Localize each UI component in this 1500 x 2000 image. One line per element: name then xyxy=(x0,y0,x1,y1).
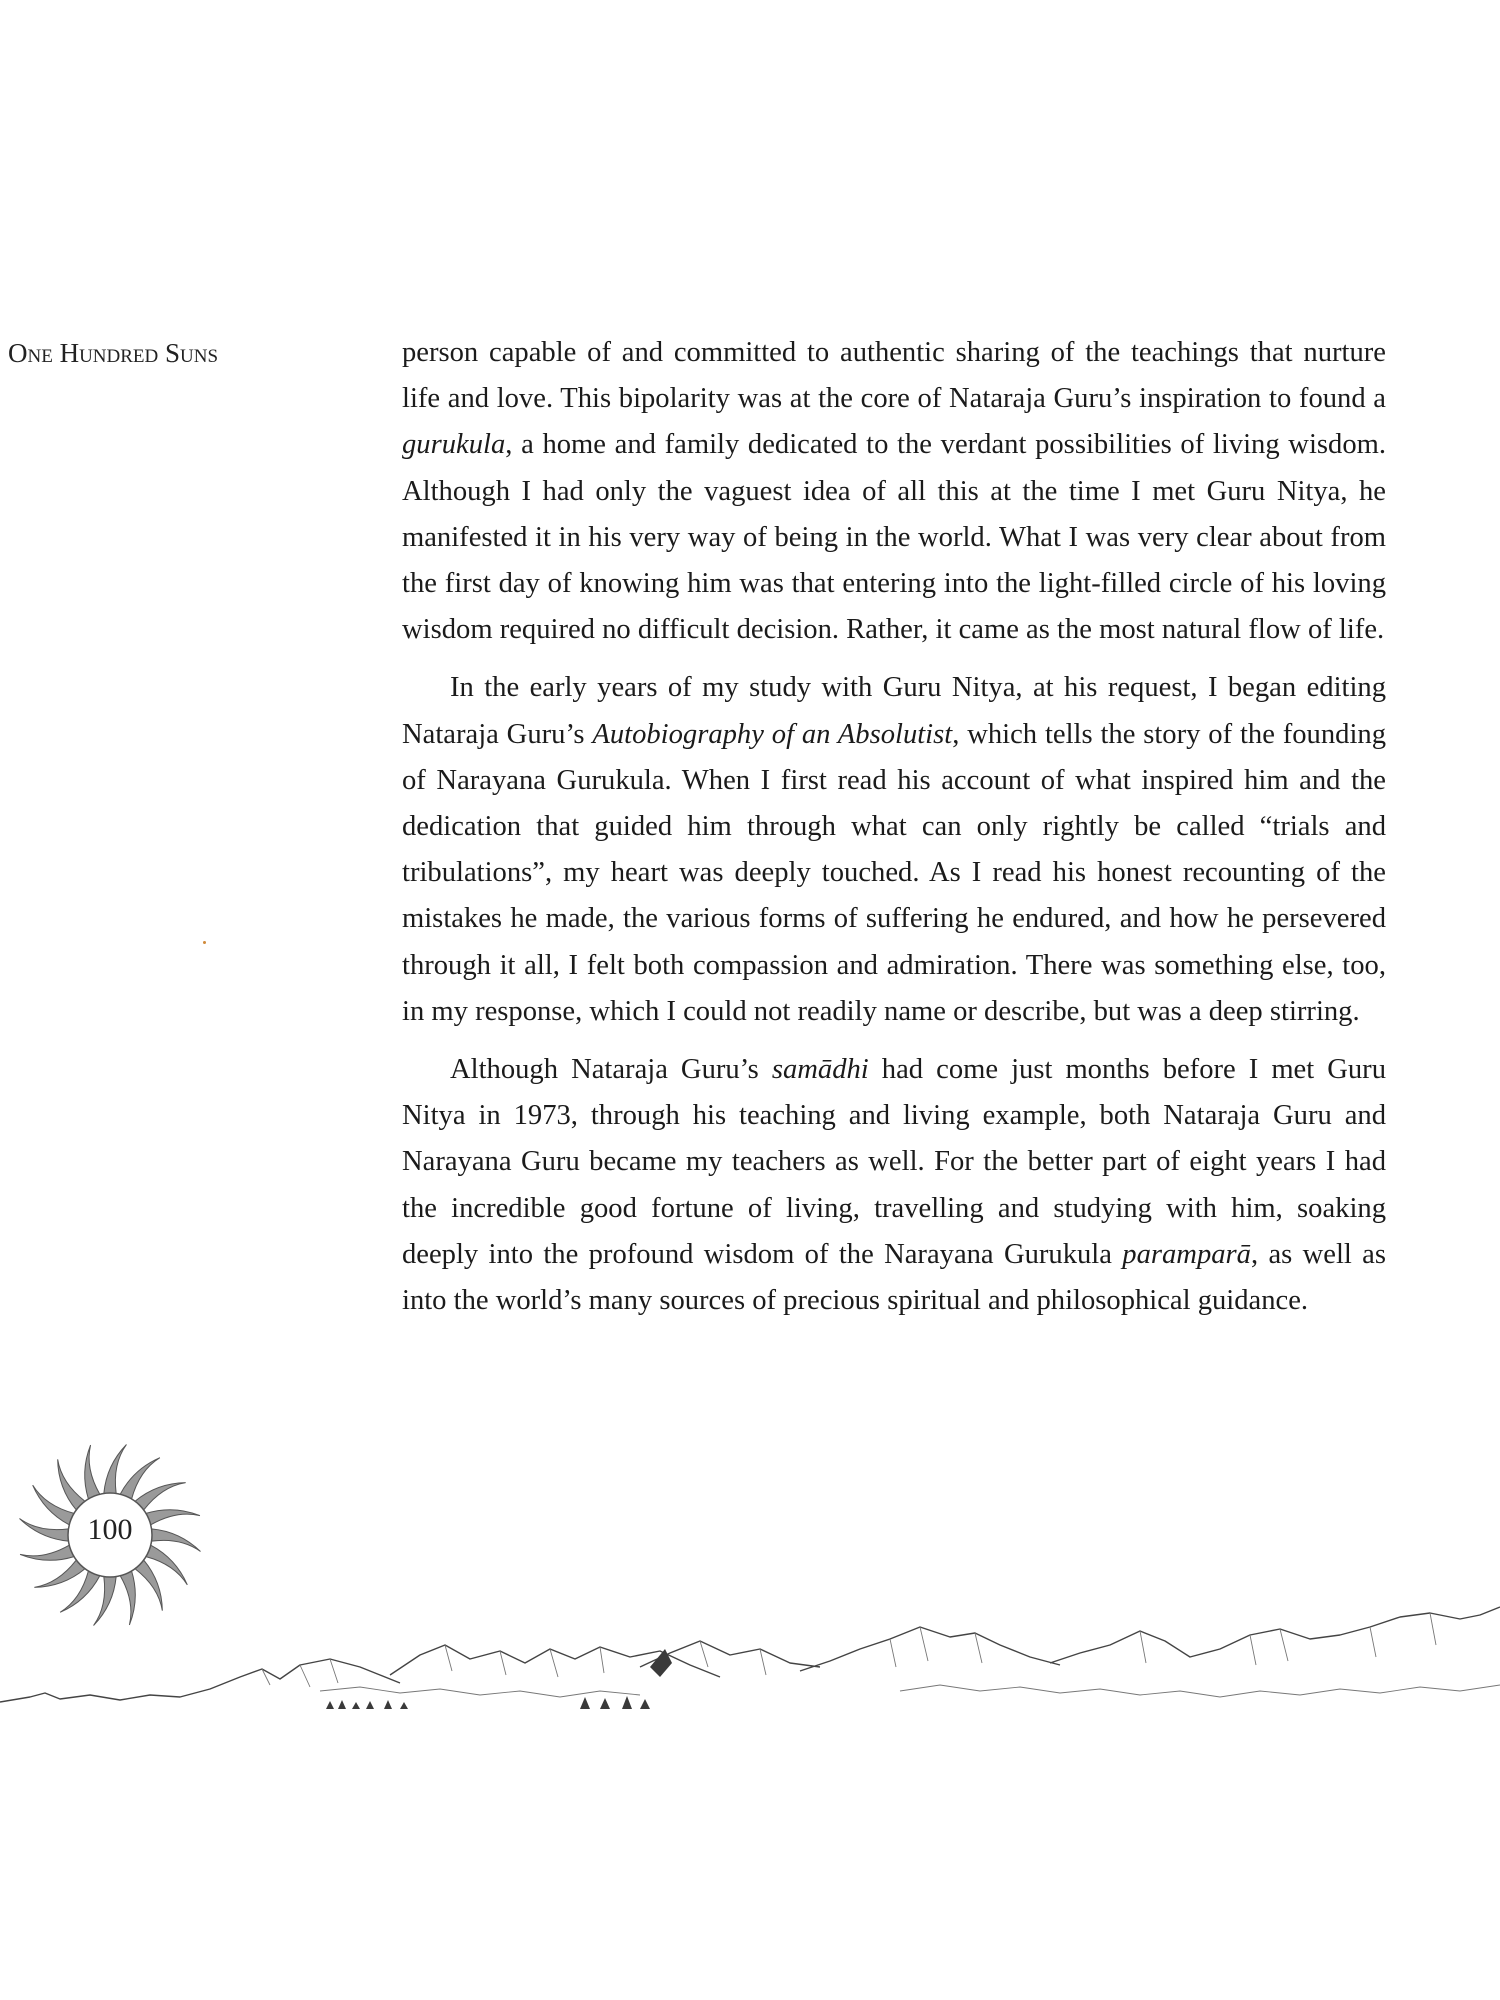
paragraph-2: In the early years of my study with Guru Nitya, at his request, I began editing Nataraja Guru’s Autobiography of an Absolutist, which tells the story of the founding of Narayana Gurukula. When I first read his account of what inspired him and the dedication that guided him through what can only rightly be called “trials and tribulations”, my heart was deeply touched. As I read his honest recounting of the mistakes he made, the various forms of suffering he endured, and how he persevered through it all, I felt both compassion and admiration. There was something else, too, in my response, which I could not readily name or describe, but was a deep stirring. xyxy=(402,672,1386,1027)
sun-ray xyxy=(104,1444,127,1493)
sun-ray xyxy=(135,1483,186,1510)
mountain-range-icon xyxy=(0,1605,1500,1715)
sun-ray xyxy=(85,1445,100,1499)
sun-ray xyxy=(135,1560,162,1611)
ink-speck xyxy=(203,941,206,944)
body-text xyxy=(402,330,1386,1324)
page-number: 100 xyxy=(87,1513,133,1546)
sun-ray xyxy=(34,1560,85,1587)
sun-ray xyxy=(20,1545,74,1560)
paragraph-1: person capable of and committed to authentic sharing of the teachings that nurture life and love. This bipolarity was at the core of Nataraja Guru’s inspiration to found a gurukula, a home and family dedicated to the verdant possibilities of living wisdom. Although I had only the vaguest idea of all this at the time I met Guru Nitya, he manifested it in his very way of being in the world. What I was very clear about from the first day of knowing him was that entering into the light-filled circle of his loving wisdom required no difficult decision. Rather, it came as the most natural flow of life. xyxy=(402,337,1386,646)
paragraph-3: Although Nataraja Guru’s samādhi had come just months before I met Guru Nitya in 1973, through his teaching and living example, both Nataraja Guru and Narayana Guru became my teachers as well. For the better part of eight years I had the incredible good fortune of living, travelling and studying with him, soaking deeply into the profound wisdom of the Narayana Gurukula paramparā, as well as into the world’s many sources of precious spiritual and philosophical guidance. xyxy=(402,1054,1387,1317)
sun-ray xyxy=(58,1459,85,1510)
running-head: One Hundred Suns xyxy=(8,338,219,368)
